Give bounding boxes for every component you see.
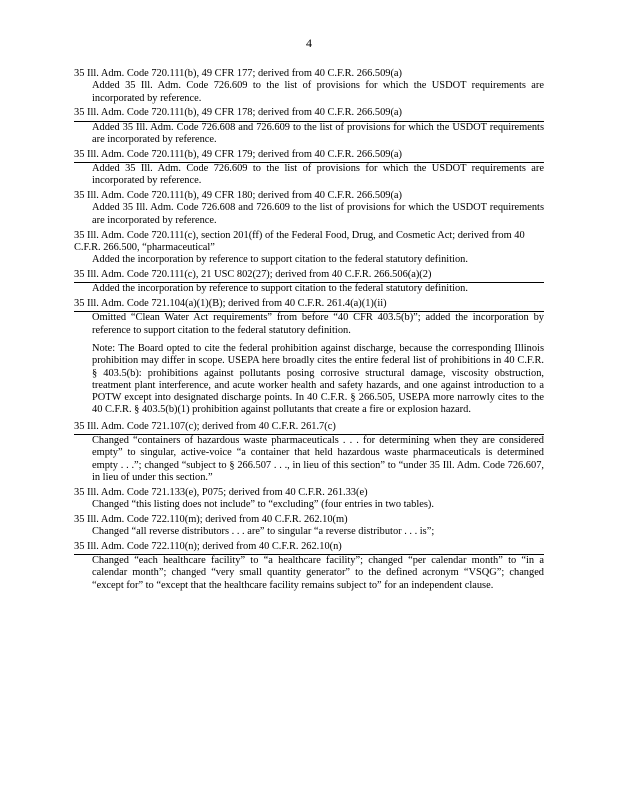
citation-entry: [74, 149, 544, 188]
citation-entry: [74, 421, 544, 484]
citation-heading: 35 Ill. Adm. Code 722.110(n); derived from 40 C.F.R. 262.10(n): [74, 541, 544, 555]
citation-heading: 35 Ill. Adm. Code 720.111(b), 49 CFR 180; derived from 40 C.F.R. 266.509(a): [74, 190, 402, 202]
citation-heading: 35 Ill. Adm. Code 721.133(e), P075; derived from 40 C.F.R. 261.33(e): [74, 486, 368, 498]
change-description: Added 35 Ill. Adm. Code 726.608 and 726.609 to the list of provisions for which the USDOT requirements are incorporated by reference.: [92, 121, 544, 145]
citation-entry: [74, 487, 544, 512]
change-description: Omitted “Clean Water Act requirements” from before “40 CFR 403.5(b)”; added the incorporation by reference to support citation to the federal statutory definition.: [92, 312, 544, 336]
citation-entry: [74, 269, 544, 296]
citation-heading: 35 Ill. Adm. Code 721.104(a)(1)(B); derived from 40 C.F.R. 261.4(a)(1)(ii): [74, 298, 544, 312]
change-description: Added 35 Ill. Adm. Code 726.609 to the list of provisions for which the USDOT requirements are incorporated by reference.: [92, 80, 544, 104]
document-body: [74, 68, 544, 595]
citation-heading: 35 Ill. Adm. Code 720.111(c), section 201(ff) of the Federal Food, Drug, and Cosmetic Act; derived from 40 C.F.R. 266.500, “pharmaceutical”: [74, 229, 525, 253]
citation-heading: 35 Ill. Adm. Code 720.111(c), 21 USC 802(27); derived from 40 C.F.R. 266.506(a)(2): [74, 269, 544, 283]
change-description: Added the incorporation by reference to support citation to the federal statutory definition.: [92, 283, 468, 295]
citation-entry: [74, 68, 544, 105]
citation-heading: 35 Ill. Adm. Code 720.111(b), 49 CFR 177; derived from 40 C.F.R. 266.509(a): [74, 68, 402, 79]
change-description: Changed “this listing does not include” to “excluding” (four entries in two tables).: [92, 499, 434, 510]
citation-entry: [74, 230, 544, 267]
change-description: Added 35 Ill. Adm. Code 726.609 to the list of provisions for which the USDOT requirements are incorporated by reference.: [92, 163, 544, 187]
change-description: Changed “containers of hazardous waste pharmaceuticals . . . for determining when they are considered empty” to singular, active-voice “a container that held hazardous waste pharmaceuticals is determined empty . . .”; changed “subject to § 266.507 . . ., in lieu of this section” to “under 35 Ill. Adm. Code 726.607, in lieu of under this section.”: [92, 435, 544, 483]
change-description: Added 35 Ill. Adm. Code 726.608 and 726.609 to the list of provisions for which the USDOT requirements are incorporated by reference.: [92, 202, 544, 226]
citation-entry: [74, 514, 544, 539]
change-description: Added the incorporation by reference to support citation to the federal statutory definition.: [92, 254, 468, 266]
board-note: Note: The Board opted to cite the federal prohibition against discharge, because the corresponding Illinois prohibition may differ in scope. USEPA here broadly cites the entire federal list of prohibitions in 40 C.F.R. § 403.5(b): prohibitions against pollutants posing corrosive structural damage, viscosity obstruction, treatment plant interference, and acute worker health and safety hazards, and one against introduction to a POTW except into designated discharge points. In 40 C.F.R. § 266.505, USEPA more narrowly cites to the 40 C.F.R. § 403.5(b)(1) prohibition against pollutants that create a fire or explosion hazard.: [92, 342, 544, 416]
change-description: Changed “each healthcare facility” to “a healthcare facility”; changed “per calendar month” to “in a calendar month”; changed “very small quantity generator” to the defined acronym “VSQG”; changed “except for” to “except that the healthcare facility remains subject to” for an independent clause.: [92, 555, 544, 591]
citation-heading: 35 Ill. Adm. Code 722.110(m); derived from 40 C.F.R. 262.10(m): [74, 513, 348, 525]
page-number: 4: [306, 36, 312, 50]
citation-heading: 35 Ill. Adm. Code 721.107(c); derived from 40 C.F.R. 261.7(c): [74, 421, 544, 435]
citation-entry: [74, 190, 544, 227]
change-description: Changed “all reverse distributors . . . are” to singular “a reverse distributor . . . is”;: [92, 526, 435, 538]
citation-heading: 35 Ill. Adm. Code 720.111(b), 49 CFR 179; derived from 40 C.F.R. 266.509(a): [74, 149, 544, 163]
citation-entry: [74, 541, 544, 592]
citation-entry: [74, 107, 544, 146]
citation-heading: 35 Ill. Adm. Code 720.111(b), 49 CFR 178; derived from 40 C.F.R. 266.509(a): [74, 107, 544, 121]
citation-entry: [74, 298, 544, 417]
